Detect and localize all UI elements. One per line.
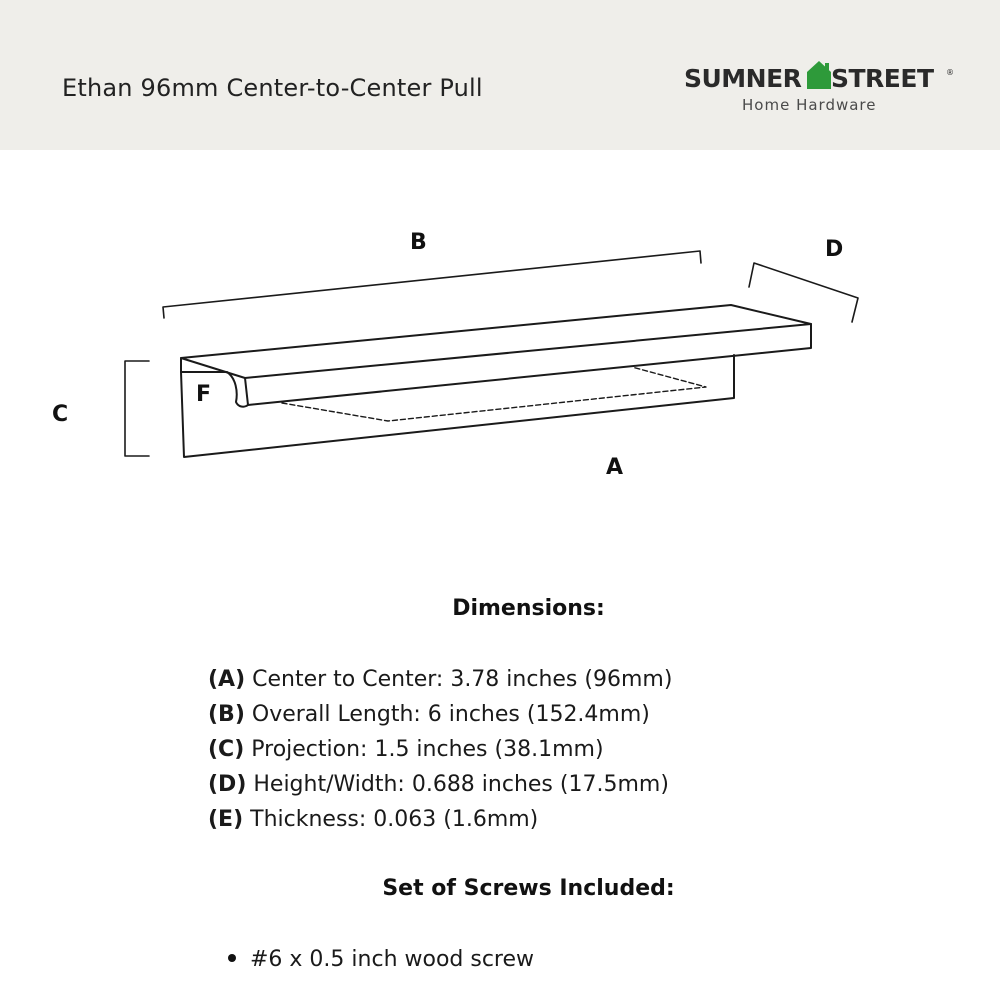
pull-front-edge xyxy=(245,324,811,405)
screw-item xyxy=(228,945,534,975)
label-c: C xyxy=(52,402,69,427)
pull-back-plate xyxy=(181,355,734,457)
logo-word-street: STREET xyxy=(831,64,934,93)
dimension-line-b xyxy=(163,251,701,318)
pull-dimension-diagram xyxy=(0,150,1000,570)
dimension-letter: (C) xyxy=(208,737,245,762)
label-b: B xyxy=(410,230,427,255)
screws-heading: Set of Screws Included: xyxy=(382,876,675,901)
dimension-item-a xyxy=(208,664,672,699)
logo-word-sumner: SUMNER xyxy=(684,64,802,93)
dimension-text: Center to Center: 3.78 inches (96mm) xyxy=(245,667,673,692)
dimension-text: Height/Width: 0.688 inches (17.5mm) xyxy=(246,772,669,797)
dimension-letter: (D) xyxy=(208,772,247,797)
dimension-item-d xyxy=(208,769,672,804)
dimension-line-c xyxy=(125,361,149,456)
dimension-letter: (A) xyxy=(208,667,246,692)
registered-mark: ® xyxy=(946,68,954,77)
dimension-text: Thickness: 0.063 (1.6mm) xyxy=(243,807,539,832)
dimension-item-e xyxy=(208,804,672,839)
house-icon xyxy=(806,60,832,90)
brand-logo xyxy=(684,60,954,120)
dimension-letter: (E) xyxy=(208,807,244,832)
dimension-text: Projection: 1.5 inches (38.1mm) xyxy=(244,737,604,762)
logo-tagline: Home Hardware xyxy=(742,96,877,114)
screw-item-text: #6 x 0.5 inch wood screw xyxy=(250,947,535,972)
dimension-item-c xyxy=(208,734,672,769)
label-f: F xyxy=(196,382,212,407)
label-d: D xyxy=(825,237,844,262)
label-a: A xyxy=(606,455,624,480)
hidden-edge-dashed xyxy=(282,367,706,421)
dimension-text: Overall Length: 6 inches (152.4mm) xyxy=(244,702,650,727)
dimensions-list xyxy=(208,664,672,839)
screws-list xyxy=(228,945,534,975)
pull-top-face xyxy=(181,305,811,378)
dimensions-heading: Dimensions: xyxy=(452,596,605,621)
dimension-item-b xyxy=(208,699,672,734)
header-banner xyxy=(0,0,1000,150)
dimension-letter: (B) xyxy=(208,702,245,727)
product-title: Ethan 96mm Center-to-Center Pull xyxy=(62,74,483,102)
bullet-icon xyxy=(228,954,236,962)
pull-left-lip xyxy=(181,358,248,407)
